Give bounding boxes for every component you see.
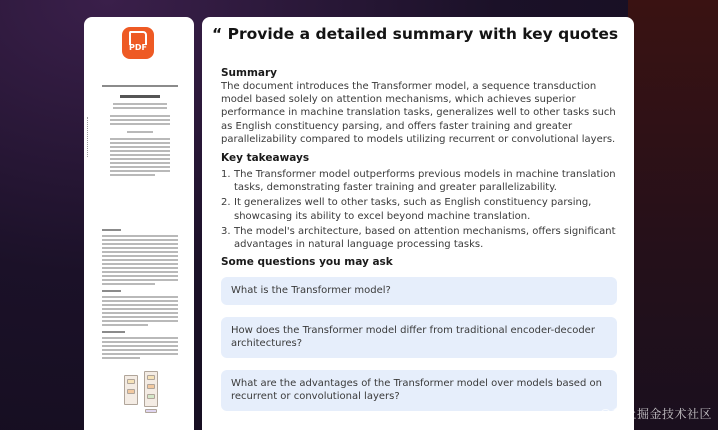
takeaway-number: 1. [221,169,231,181]
questions-heading: Some questions you may ask [221,256,393,269]
pdf-page-thumbnail [102,229,178,361]
summary-paragraph: The document introduces the Transformer model, a sequence transduction model based solely on attention mechanisms, which achieves superior performance in machine translation tasks, generalizes well to other tasks such as English constituency parsing, and offers faster training and greater parallelizability compared to models utilizing recurrent or convolutional layers. [221,81,616,145]
suggested-question-button[interactable]: What are the advantages of the Transformer model over models based on recurrent or convolutional layers? [221,370,617,411]
takeaway-text: The model's architecture, based on attention mechanisms, offers significant advantages in natural language processing tasks. [234,225,616,251]
suggested-question-button[interactable]: What is the Transformer model? [221,277,617,305]
pdf-margin-text [87,117,95,157]
prompt-header: “ Provide a detailed summary with key quotes [212,25,619,43]
summary-content [221,67,619,411]
takeaway-item [221,196,619,222]
summary-card [202,17,634,430]
takeaway-item [221,225,619,251]
summary-heading: Summary [221,67,278,79]
suggested-question-button[interactable]: How does the Transformer model differ from traditional encoder-decoder architectures? [221,317,617,358]
takeaways-heading: Key takeaways [221,152,310,165]
watermark: @稀土掘金技术社区 [599,407,712,421]
takeaway-number: 3. [221,225,231,237]
pdf-architecture-figure [120,369,164,415]
takeaway-text: The Transformer model outperforms previous models in machine translation tasks, demonstrating faster training and greater parallelizability. [234,169,616,194]
takeaway-item [221,168,619,194]
takeaway-number: 2. [221,197,231,209]
background-right-glow [628,0,718,430]
pdf-file-icon [122,27,154,59]
pdf-page-thumbnail [102,85,178,178]
takeaways-list [221,168,619,251]
pdf-preview-panel[interactable] [84,17,194,430]
pdf-icon-label: PDF [129,43,147,52]
takeaway-text: It generalizes well to other tasks, such as English constituency parsing, showcasing its ability to excel beyond machine translation. [234,197,592,222]
